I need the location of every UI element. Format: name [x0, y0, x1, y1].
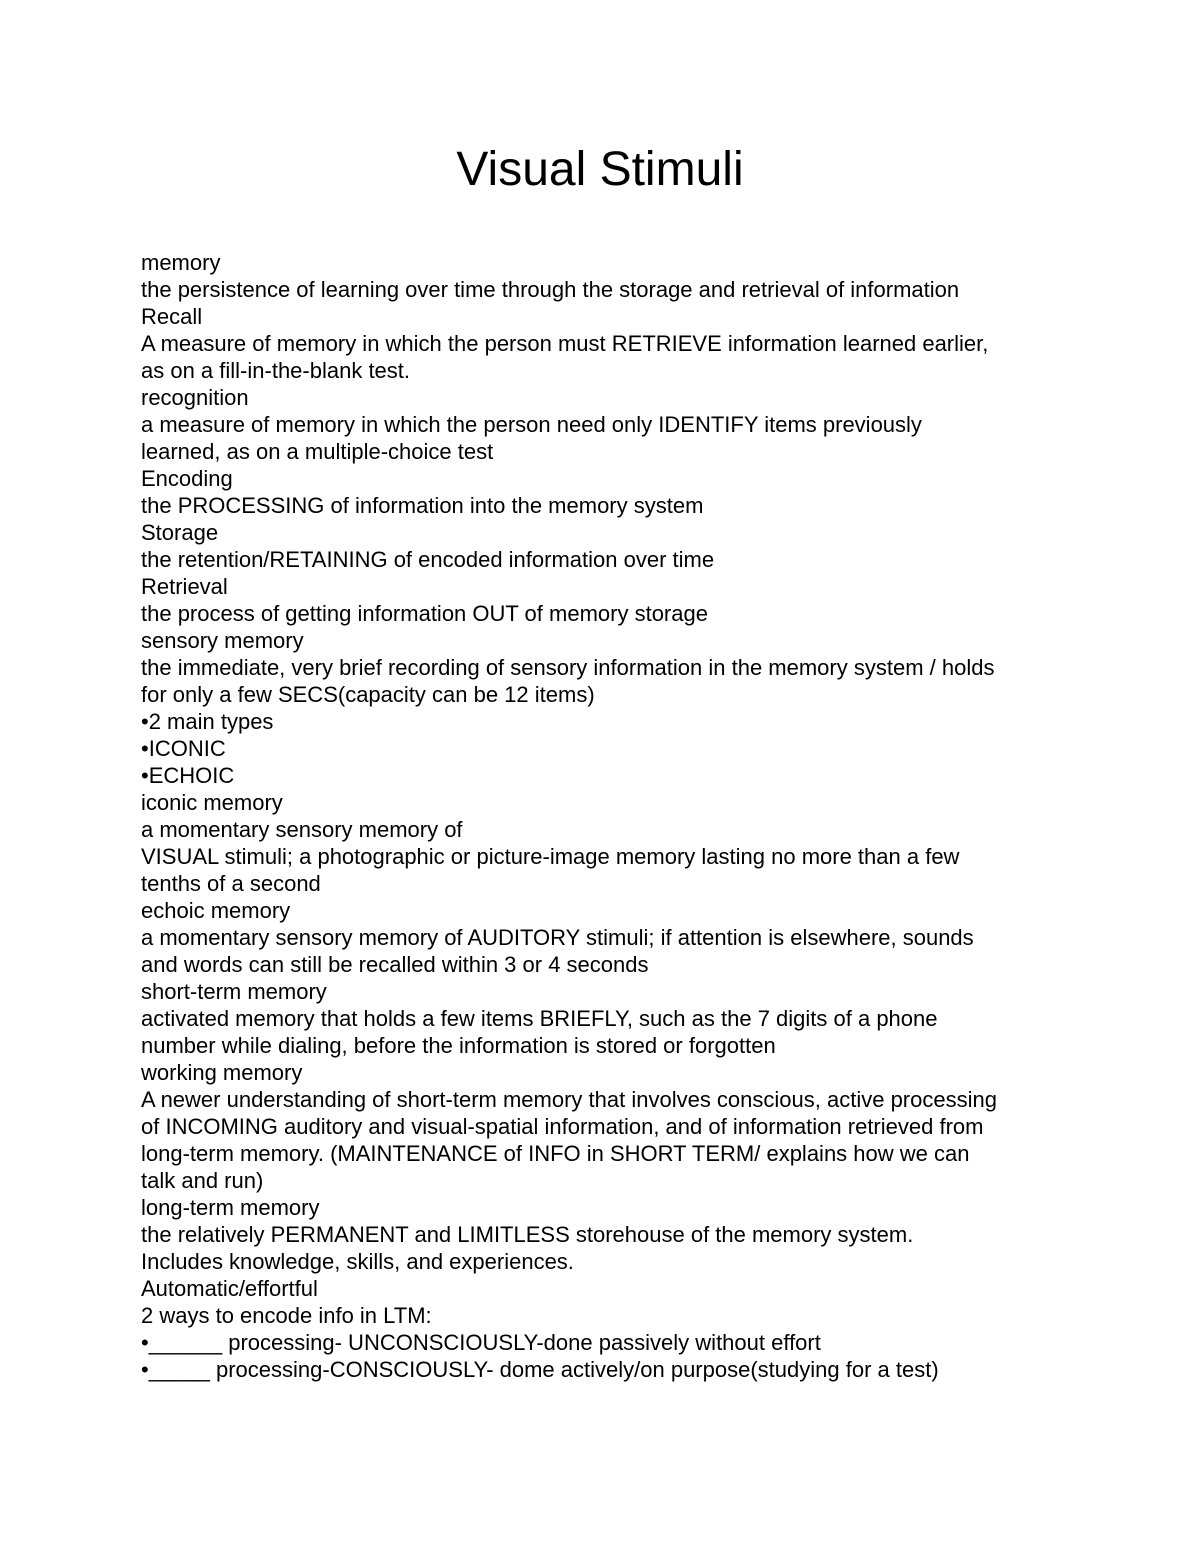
text-line: the immediate, very brief recording of sensory information in the memory system / holds	[141, 655, 995, 680]
text-line: Automatic/effortful	[141, 1276, 318, 1301]
text-line: the persistence of learning over time through the storage and retrieval of information	[141, 277, 960, 302]
text-line: recognition	[141, 385, 249, 410]
text-line: short-term memory	[141, 979, 327, 1004]
text-line: •_____ processing-CONSCIOUSLY- dome actively/on purpose(studying for a test)	[141, 1357, 939, 1382]
text-line: •ECHOIC	[141, 763, 235, 788]
text-line: the PROCESSING of information into the memory system	[141, 493, 704, 518]
text-line: A newer understanding of short-term memory that involves conscious, active processing	[141, 1087, 997, 1112]
text-line: Includes knowledge, skills, and experiences.	[141, 1249, 574, 1274]
text-line: echoic memory	[141, 898, 291, 923]
text-line: Storage	[141, 520, 219, 545]
text-line: Retrieval	[141, 574, 228, 599]
text-line: long-term memory	[141, 1195, 320, 1220]
text-line: Encoding	[141, 466, 233, 491]
text-line: tenths of a second	[141, 871, 321, 896]
text-line: working memory	[141, 1060, 303, 1085]
text-line: a momentary sensory memory of AUDITORY stimuli; if attention is elsewhere, sounds	[141, 925, 974, 950]
text-line: sensory memory	[141, 628, 304, 653]
text-line: talk and run)	[141, 1168, 264, 1193]
text-line: •2 main types	[141, 709, 274, 734]
text-line: iconic memory	[141, 790, 283, 815]
text-line: memory	[141, 250, 221, 275]
text-line: long-term memory. (MAINTENANCE of INFO in SHORT TERM/ explains how we can	[141, 1141, 970, 1166]
text-line: and words can still be recalled within 3 or 4 seconds	[141, 952, 649, 977]
text-line: Recall	[141, 304, 203, 329]
text-line: a measure of memory in which the person need only IDENTIFY items previously	[141, 412, 922, 437]
text-line: the process of getting information OUT of memory storage	[141, 601, 708, 626]
text-line: the retention/RETAINING of encoded information over time	[141, 547, 715, 572]
document-body	[141, 249, 1081, 1383]
text-line: A measure of memory in which the person must RETRIEVE information learned earlier,	[141, 331, 989, 356]
text-line: •ICONIC	[141, 736, 226, 761]
page-title: Visual Stimuli	[456, 143, 744, 196]
text-line: of INCOMING auditory and visual-spatial information, and of information retrieved from	[141, 1114, 984, 1139]
text-line: number while dialing, before the information is stored or forgotten	[141, 1033, 776, 1058]
text-line: a momentary sensory memory of	[141, 817, 463, 842]
text-line: 2 ways to encode info in LTM:	[141, 1303, 432, 1328]
text-line: the relatively PERMANENT and LIMITLESS storehouse of the memory system.	[141, 1222, 914, 1247]
text-line: activated memory that holds a few items BRIEFLY, such as the 7 digits of a phone	[141, 1006, 938, 1031]
text-line: as on a fill-in-the-blank test.	[141, 358, 411, 383]
text-line: VISUAL stimuli; a photographic or picture-image memory lasting no more than a few	[141, 844, 960, 869]
text-line: •______ processing- UNCONSCIOUSLY-done passively without effort	[141, 1330, 821, 1355]
text-line: learned, as on a multiple-choice test	[141, 439, 494, 464]
text-line: for only a few SECS(capacity can be 12 items)	[141, 682, 595, 707]
